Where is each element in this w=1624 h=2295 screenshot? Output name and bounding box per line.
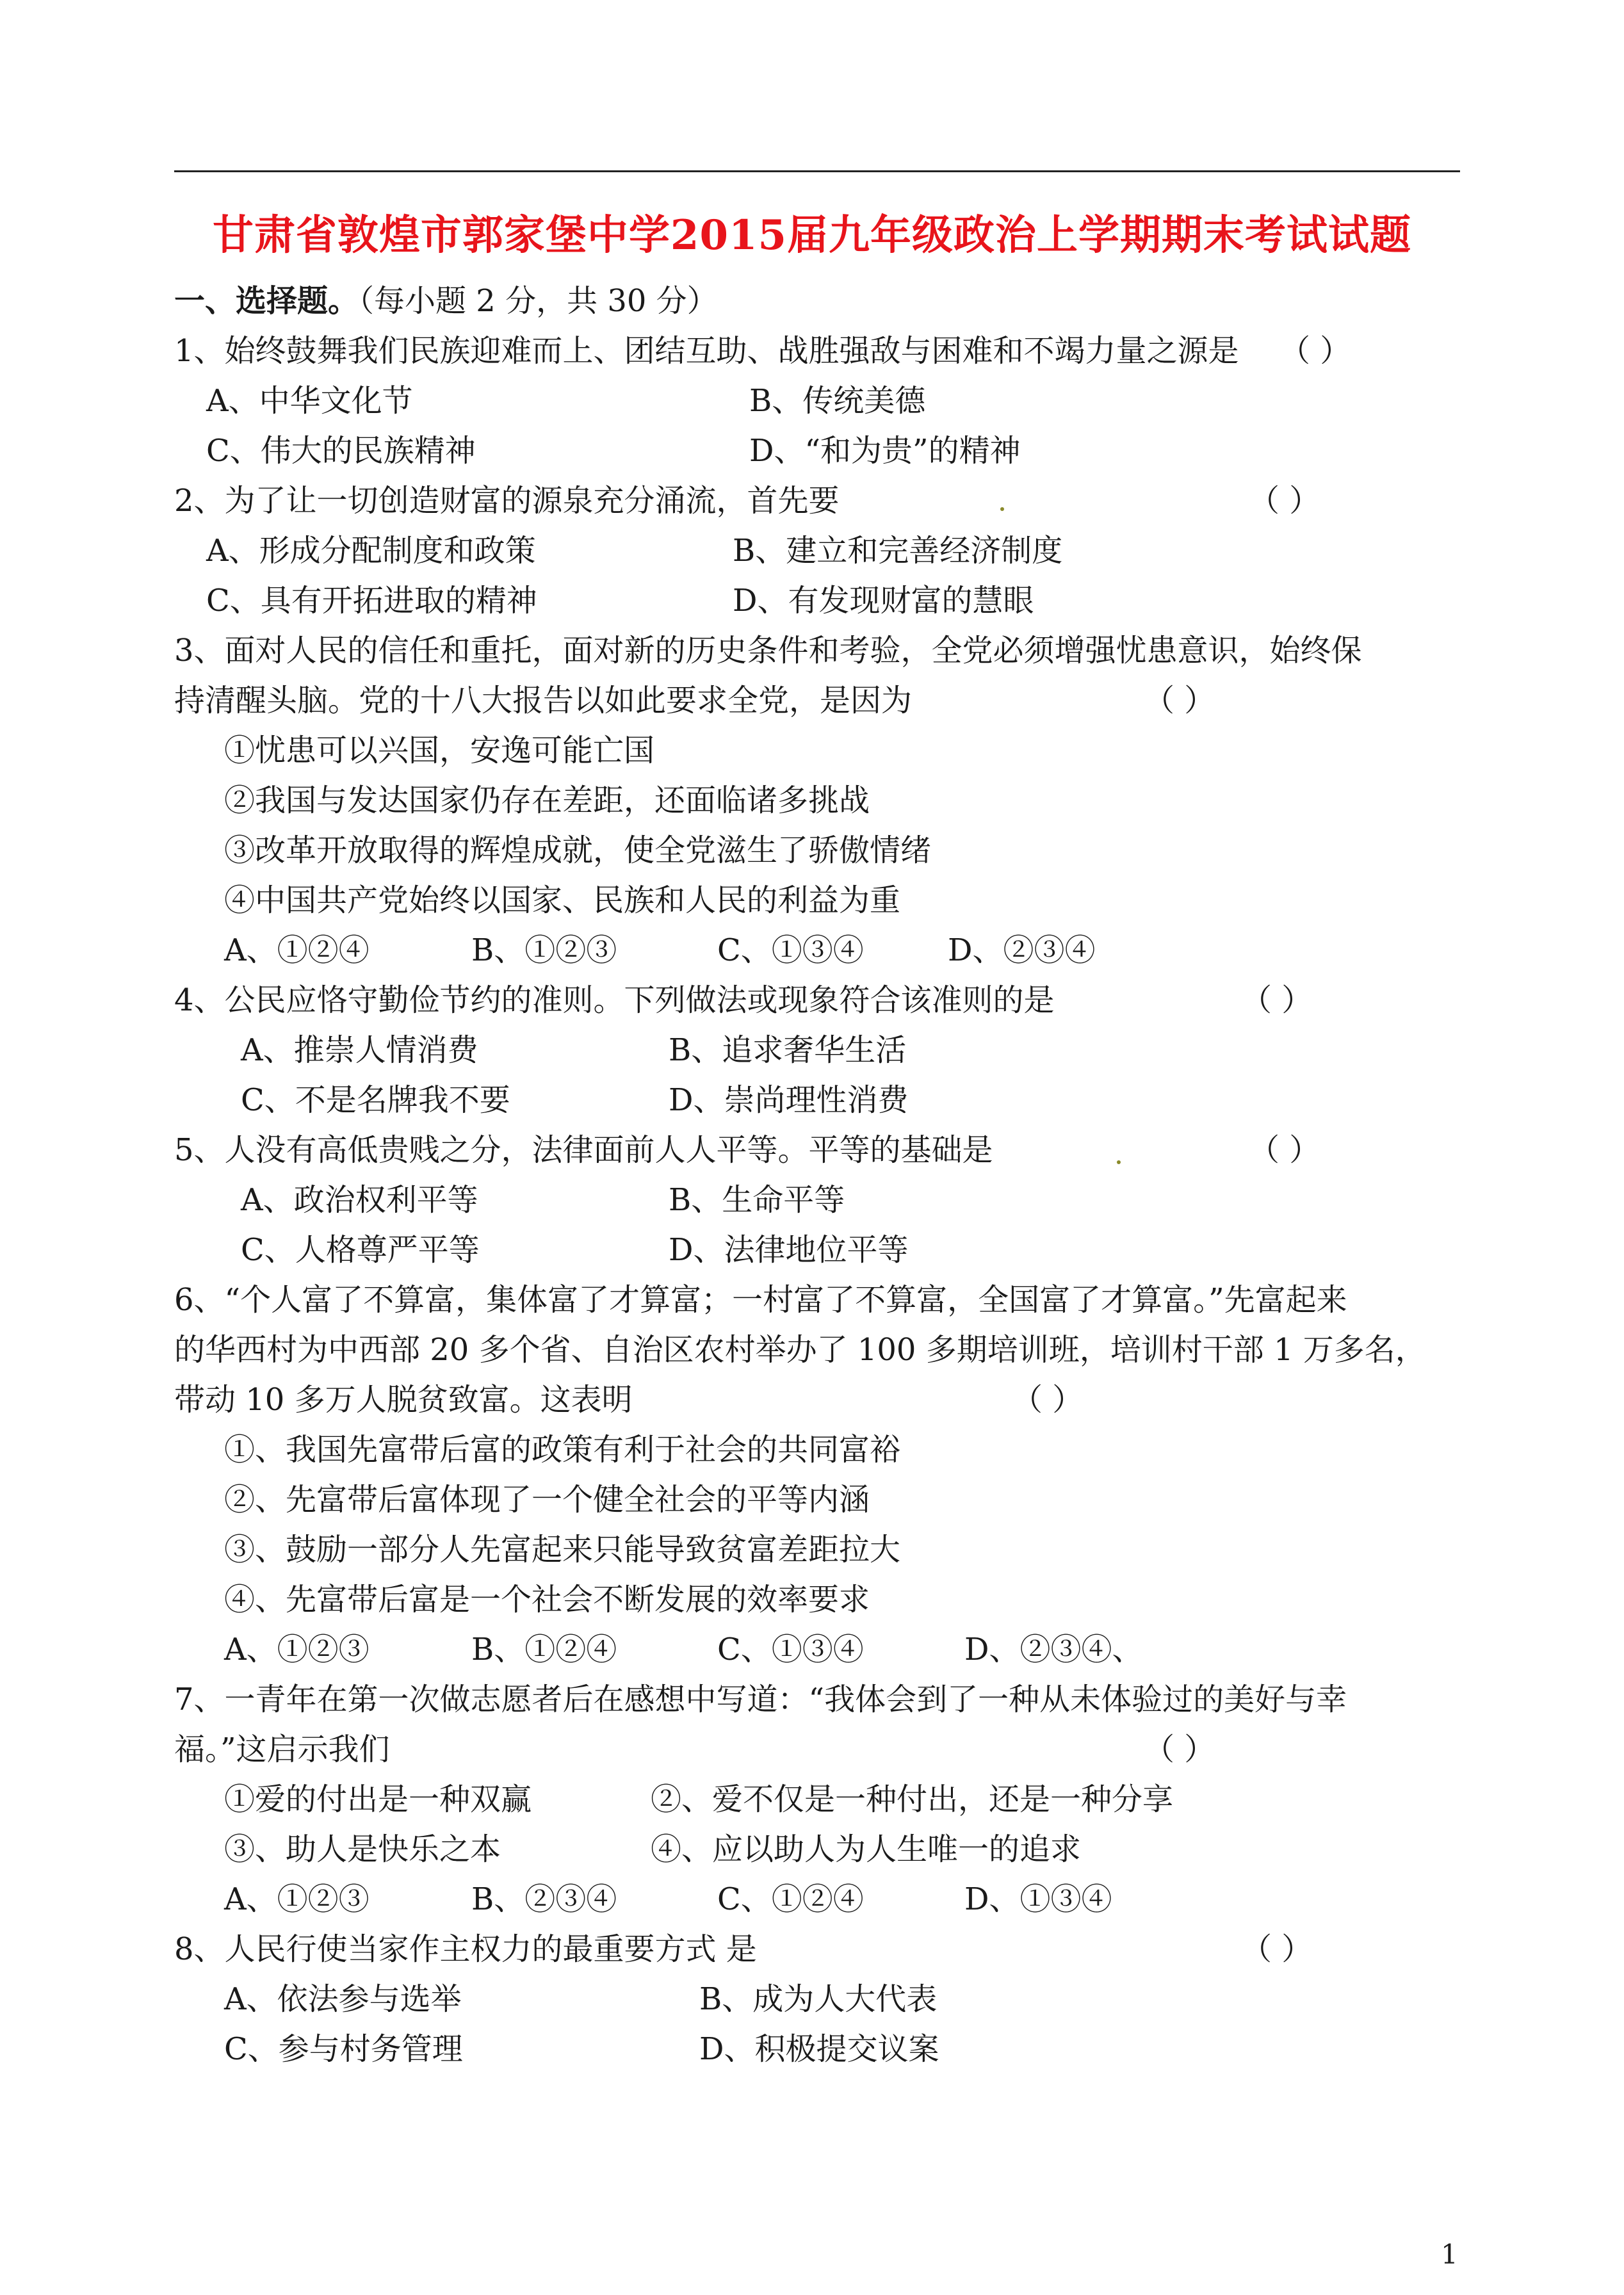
question-3-statement-1: ①忧患可以兴国，安逸可能亡国 (224, 733, 655, 768)
question-1-option-c: C、伟大的民族精神 (206, 433, 476, 469)
question-3-option-b: B、①②③ (471, 932, 617, 968)
question-2-option-d: D、有发现财富的慧眼 (733, 583, 1034, 619)
question-3-stem-line-2: 持清醒头脑。党的十八大报告以如此要求全党，是因为 (174, 683, 913, 718)
question-7-option-c: C、①②④ (717, 1881, 864, 1917)
question-5-option-c: C、人格尊严平等 (241, 1232, 480, 1268)
speck-mark (1000, 507, 1004, 511)
header-rule (174, 170, 1460, 172)
question-8-option-a: A、依法参与选举 (224, 1981, 462, 2017)
question-6-statement-1: ①、我国先富带后富的政策有利于社会的共同富裕 (224, 1432, 901, 1468)
question-5-option-a: A、政治权利平等 (241, 1182, 478, 1218)
question-4-option-b: B、追求奢华生活 (669, 1032, 907, 1068)
question-6-option-c: C、①③④ (717, 1632, 864, 1667)
speck-mark (1117, 1160, 1121, 1164)
question-2-answer-blank: （ ） (1249, 483, 1320, 519)
question-4-option-c: C、不是名牌我不要 (241, 1082, 510, 1118)
question-3-answer-blank: （ ） (1144, 683, 1215, 718)
question-3-stem-line-1: 3、面对人民的信任和重托，面对新的历史条件和考验，全党必须增强忧患意识，始终保 (174, 633, 1362, 669)
question-8-option-b: B、成为人大代表 (699, 1981, 938, 2017)
section-heading (174, 282, 718, 320)
question-8-stem: 8、人民行使当家作主权力的最重要方式 是 (174, 1931, 757, 1967)
question-3-statement-4: ④中国共产党始终以国家、民族和人民的利益为重 (224, 882, 901, 918)
question-5-option-b: B、生命平等 (669, 1182, 845, 1218)
question-1-answer-blank: （ ） (1279, 333, 1351, 369)
question-7-option-b: B、②③④ (471, 1881, 617, 1917)
question-2-stem: 2、为了让一切创造财富的源泉充分涌流，首先要 (174, 483, 840, 519)
question-7-statement-4: ④、应以助人为人生唯一的追求 (651, 1831, 1082, 1867)
question-7-stem-line-1: 7、一青年在第一次做志愿者后在感想中写道：“我体会到了一种从未体验过的美好与幸 (174, 1682, 1347, 1717)
question-6-answer-blank: （ ） (1012, 1382, 1084, 1418)
question-4-option-a: A、推崇人情消费 (241, 1032, 478, 1068)
question-6-option-d: D、②③④、 (964, 1632, 1143, 1667)
question-3-option-d: D、②③④ (948, 932, 1096, 968)
question-6-stem-line-1: 6、“个人富了不算富，集体富了才算富；一村富了不算富，全国富了才算富。”先富起来 (174, 1282, 1347, 1318)
question-2-option-b: B、建立和完善经济制度 (733, 533, 1063, 569)
question-6-option-a: A、①②③ (224, 1632, 369, 1667)
question-8-answer-blank: （ ） (1241, 1931, 1313, 1967)
page-title: 甘肃省敦煌市郭家堡中学2015届九年级政治上学期期末考试试题 (212, 211, 1412, 259)
question-6-stem-line-2: 的华西村为中西部 20 多个省、自治区农村举办了 100 多期培训班，培训村干部 1 万多名， (174, 1332, 1426, 1368)
question-1-option-b: B、传统美德 (749, 383, 926, 419)
question-8-option-d: D、积极提交议案 (699, 2031, 939, 2067)
question-3-option-a: A、①②④ (224, 932, 369, 968)
question-4-option-d: D、崇尚理性消费 (669, 1082, 909, 1118)
question-4-answer-blank: （ ） (1241, 982, 1313, 1018)
question-4-stem: 4、公民应恪守勤俭节约的准则。下列做法或现象符合该准则的是 (174, 982, 1055, 1018)
question-3-statement-2: ②我国与发达国家仍存在差距，还面临诸多挑战 (224, 783, 870, 818)
question-5-stem: 5、人没有高低贵贱之分，法律面前人人平等。平等的基础是 (174, 1132, 993, 1168)
question-7-option-a: A、①②③ (224, 1881, 369, 1917)
question-7-stem-line-2: 福。”这启示我们 (174, 1731, 390, 1767)
question-3-option-c: C、①③④ (717, 932, 864, 968)
section-label: 一、选择题。 (174, 283, 359, 319)
question-7-option-d: D、①③④ (964, 1881, 1112, 1917)
question-6-option-b: B、①②④ (471, 1632, 617, 1667)
question-1-stem: 1、始终鼓舞我们民族迎难而上、团结互助、战胜强敌与困难和不竭力量之源是 (174, 333, 1239, 369)
question-2-option-a: A、形成分配制度和政策 (206, 533, 536, 569)
question-7-statement-3: ③、助人是快乐之本 (224, 1831, 501, 1867)
question-5-option-d: D、法律地位平等 (669, 1232, 909, 1268)
question-7-statement-1: ①爱的付出是一种双赢 (224, 1781, 532, 1817)
question-7-answer-blank: （ ） (1144, 1731, 1215, 1767)
question-7-statement-2: ②、爱不仅是一种付出，还是一种分享 (651, 1781, 1174, 1817)
question-5-answer-blank: （ ） (1249, 1132, 1320, 1168)
question-6-stem-line-3: 带动 10 多万人脱贫致富。这表明 (174, 1382, 633, 1418)
page-number: 1 (1441, 2239, 1458, 2270)
question-6-statement-3: ③、鼓励一部分人先富起来只能导致贫富差距拉大 (224, 1532, 901, 1568)
question-8-option-c: C、参与村务管理 (224, 2031, 463, 2067)
question-6-statement-2: ②、先富带后富体现了一个健全社会的平等内涵 (224, 1482, 870, 1518)
question-3-statement-3: ③改革开放取得的辉煌成就，使全党滋生了骄傲情绪 (224, 832, 932, 868)
question-1-option-d: D、“和为贵”的精神 (749, 433, 1021, 469)
question-6-statement-4: ④、先富带后富是一个社会不断发展的效率要求 (224, 1582, 870, 1618)
question-1-option-a: A、中华文化节 (206, 383, 413, 419)
question-2-option-c: C、具有开拓进取的精神 (206, 583, 537, 619)
section-note: （每小题 2 分，共 30 分） (359, 283, 718, 319)
